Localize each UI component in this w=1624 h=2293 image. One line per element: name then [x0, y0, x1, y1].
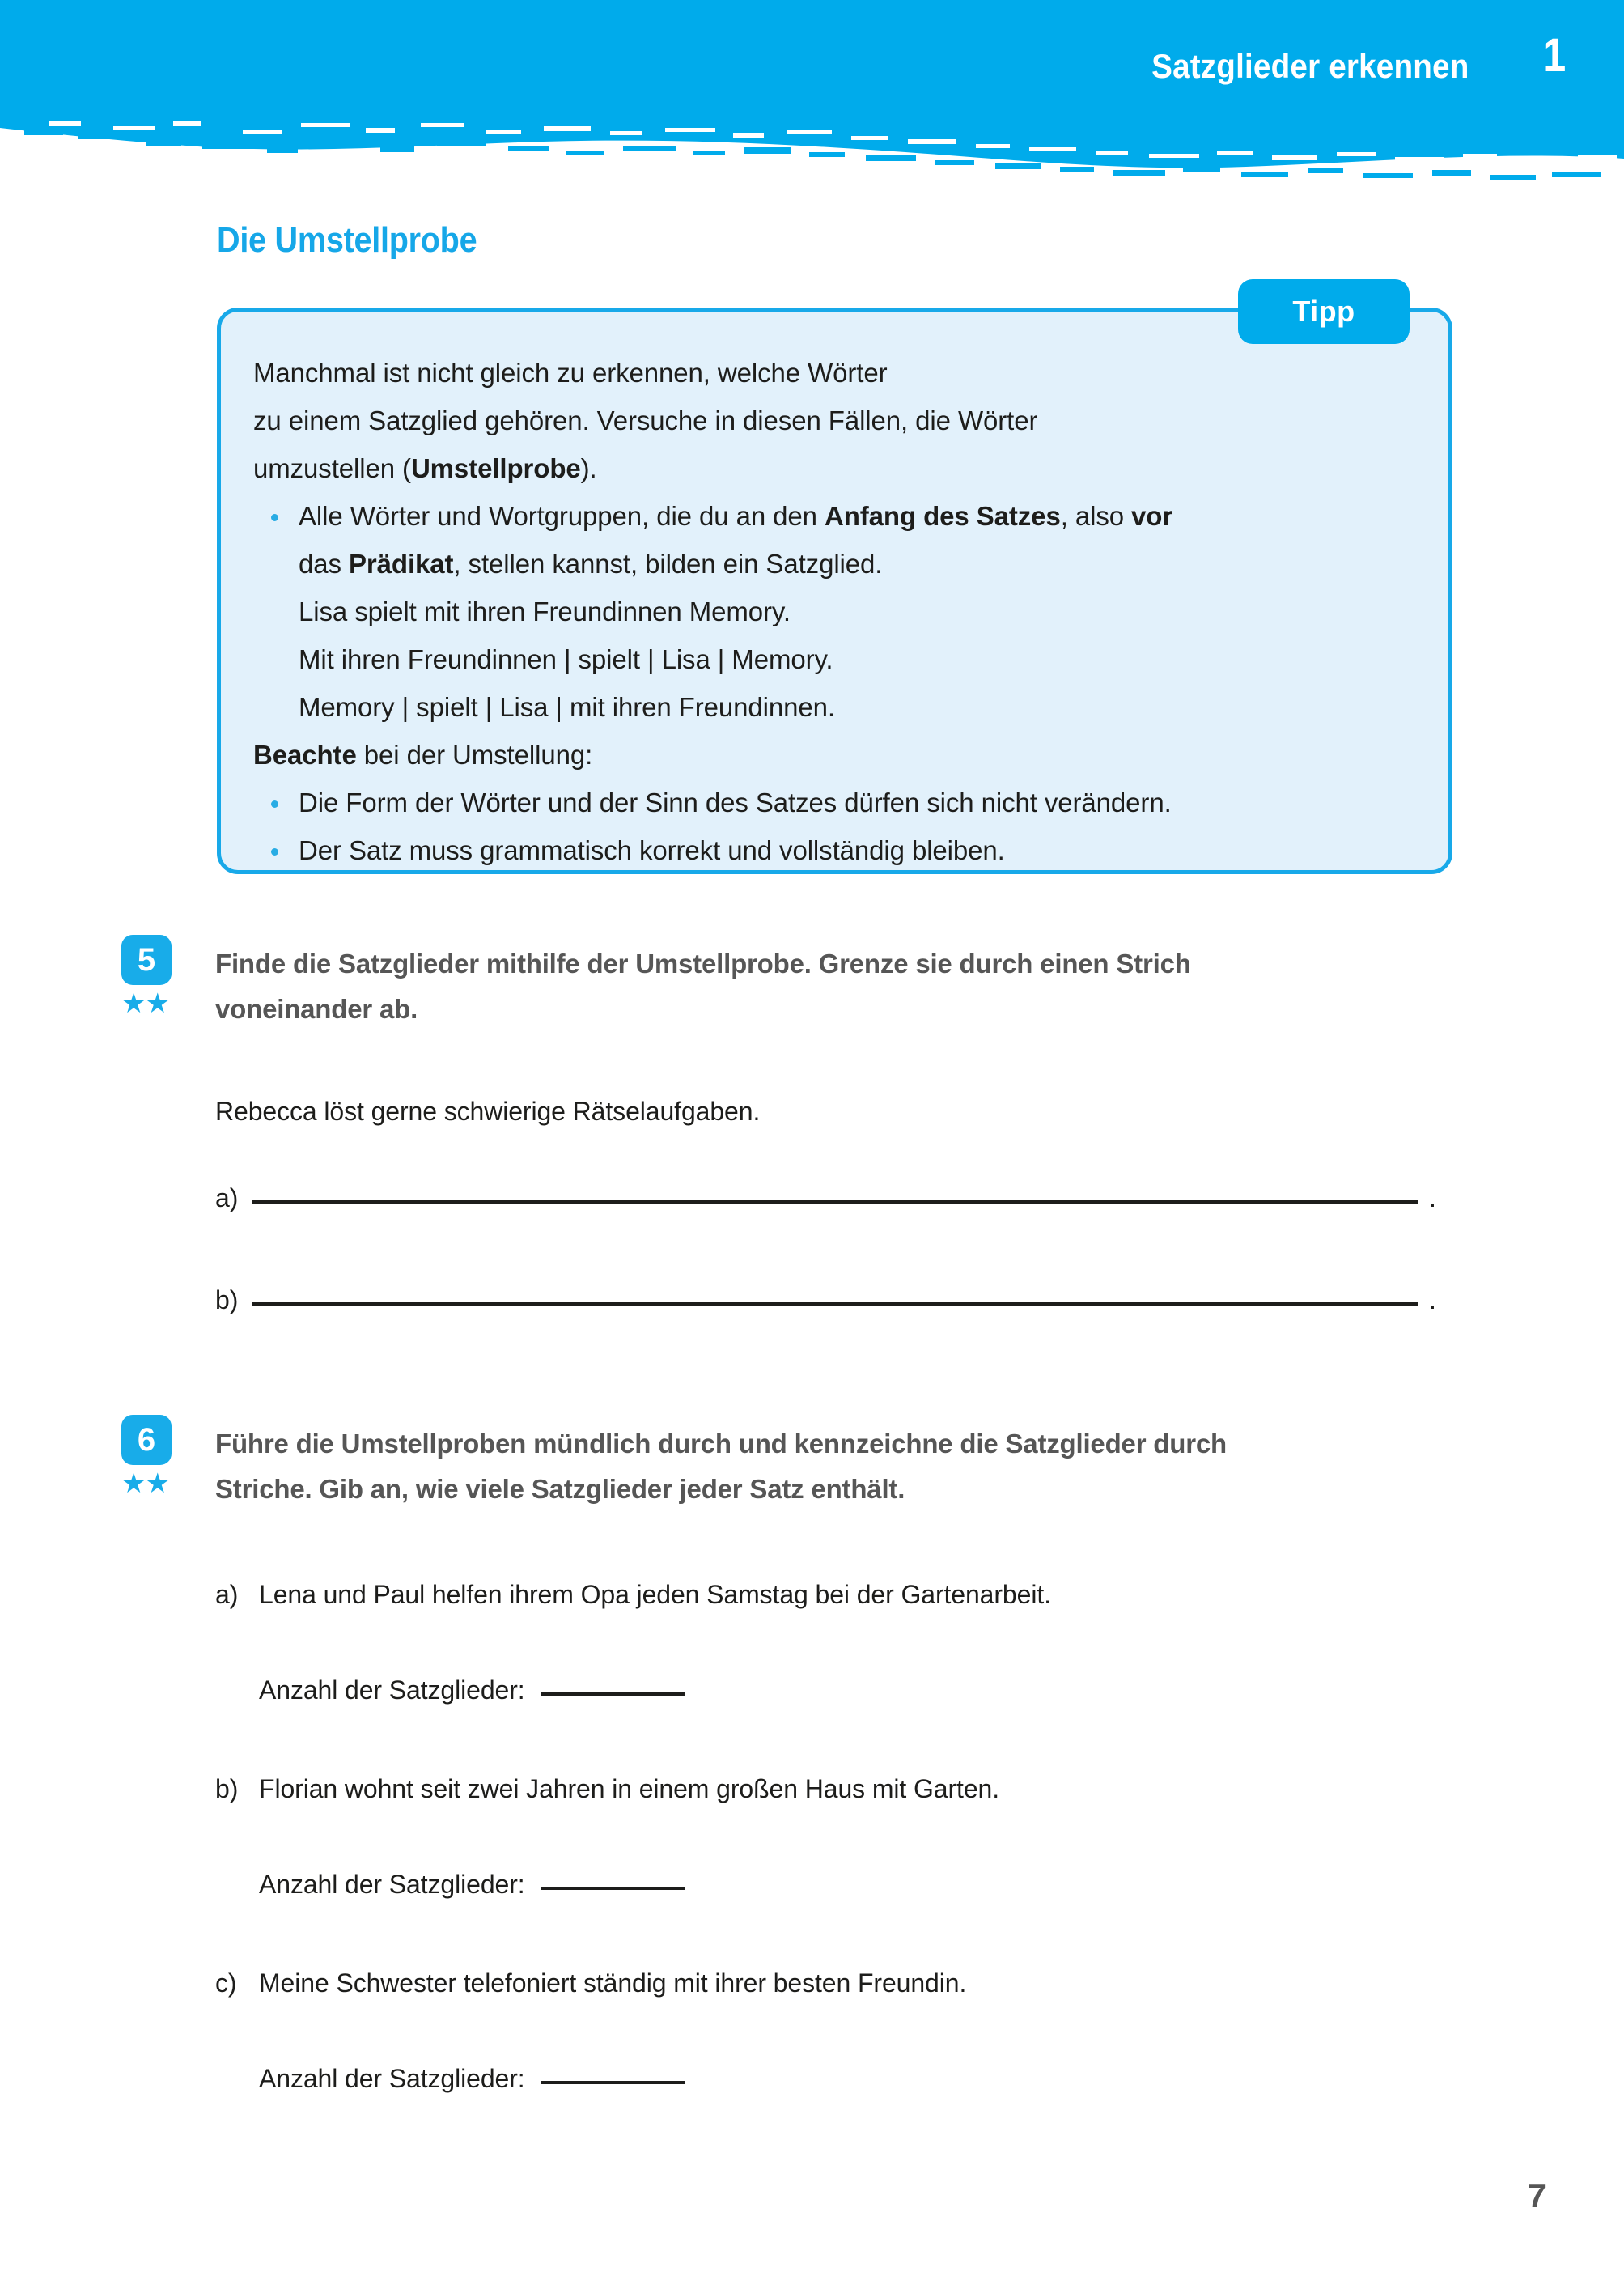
exercise-6-badge: [121, 1415, 180, 1497]
exercise-6-item-c-sentence: Meine Schwester telefoniert ständig mit ihrer besten Freundin.: [259, 1968, 967, 1998]
exercise-5-answer-period-b: .: [1429, 1285, 1436, 1314]
exercise-6-count-label-c: Anzahl der Satzglieder:: [259, 2064, 525, 2093]
tip-example-1: Lisa spielt mit ihren Freundinnen Memory.: [299, 597, 791, 626]
exercise-5-difficulty-stars: ★★: [121, 988, 169, 1019]
exercise-6-count-label-a: Anzahl der Satzglieder:: [259, 1675, 525, 1705]
header-title: Satzglieder erkennen: [1151, 47, 1469, 85]
exercise-6-item-a-sentence: Lena und Paul helfen ihrem Opa jeden Samstag bei der Gartenarbeit.: [259, 1580, 1051, 1609]
exercise-6-item-b: [215, 1774, 999, 1804]
exercise-5-answer-row-b: [215, 1285, 1436, 1315]
tip-bullet-1-mid: , also: [1060, 501, 1132, 531]
exercise-5-number: 5: [121, 935, 172, 985]
banner-brush-shape: [0, 0, 1624, 202]
exercise-5-answer-label-a: a): [215, 1183, 239, 1212]
chapter-number: 1: [1541, 29, 1566, 82]
exercise-6-count-input-c[interactable]: [541, 2073, 685, 2084]
exercise-6-instruction-line-2: Striche. Gib an, wie viele Satzglieder jeder Satz enthält.: [215, 1474, 905, 1504]
tip-bullet-3: Der Satz muss grammatisch korrekt und vollständig bleiben.: [253, 826, 1421, 874]
tip-term-anfang-des-satzes: Anfang des Satzes: [824, 501, 1061, 531]
header-banner: [0, 0, 1624, 202]
tip-beachte-rest: bei der Umstellung:: [356, 740, 593, 770]
exercise-5-instruction-line-2: voneinander ab.: [215, 994, 418, 1024]
tip-box: [217, 295, 1452, 874]
exercise-6-count-input-a[interactable]: [541, 1684, 685, 1696]
exercise-6-item-c: [215, 1968, 966, 1998]
tip-bullet-1-line2-pre: das: [299, 549, 349, 579]
exercise-5-instruction-line-1: Finde die Satzglieder mithilfe der Umstellprobe. Grenze sie durch einen Strich: [215, 949, 1191, 979]
exercise-6-difficulty-stars: ★★: [121, 1468, 169, 1499]
tip-bullet-1-line2-post: , stellen kannst, bilden ein Satzglied.: [453, 549, 883, 579]
tip-beachte-line: [253, 731, 1421, 779]
exercise-6-item-a: [215, 1580, 1051, 1610]
tip-line-1: Manchmal ist nicht gleich zu erkennen, welche Wörter: [253, 358, 888, 388]
exercise-6-instruction-line-1: Führe die Umstellproben mündlich durch und kennzeichne die Satzglieder durch: [215, 1429, 1227, 1459]
tip-term-praedikat: Prädikat: [348, 549, 454, 579]
exercise-5-sample-sentence: Rebecca löst gerne schwierige Rätselaufgaben.: [215, 1097, 761, 1126]
exercise-5-badge: [121, 935, 180, 1017]
tip-line-3: [253, 444, 1421, 492]
exercise-6-item-a-label: a): [215, 1580, 239, 1609]
exercise-6-item-b-sentence: Florian wohnt seit zwei Jahren in einem großen Haus mit Garten.: [259, 1774, 999, 1803]
exercise-6-count-row-b: [259, 1870, 685, 1900]
exercise-6-instruction: [215, 1421, 1227, 1512]
exercise-6-item-b-label: b): [215, 1774, 239, 1803]
tip-line-3-post: ).: [580, 453, 597, 483]
tip-term-umstellprobe: Umstellprobe: [410, 453, 581, 483]
tip-line-2: zu einem Satzglied gehören. Versuche in diesen Fällen, die Wörter: [253, 406, 1038, 435]
tip-content: [253, 349, 1421, 874]
exercise-5-answer-line-b[interactable]: [252, 1294, 1418, 1306]
exercise-5-answer-label-b: b): [215, 1285, 239, 1314]
tip-bullet-1-line2: [253, 540, 1421, 588]
exercise-6-count-input-b[interactable]: [541, 1879, 685, 1890]
tip-example-2: Mit ihren Freundinnen | spielt | Lisa | Memory.: [299, 644, 833, 674]
tip-line-3-pre: umzustellen (: [253, 453, 411, 483]
exercise-5-instruction: [215, 941, 1191, 1032]
tip-bullet-1-pre: Alle Wörter und Wortgruppen, die du an den: [299, 501, 825, 531]
tip-badge: Tipp: [1238, 279, 1410, 344]
exercise-5-answer-row-a: [215, 1183, 1436, 1213]
exercise-6-count-row-a: [259, 1675, 685, 1705]
tip-term-vor: vor: [1131, 501, 1173, 531]
page-number: 7: [1527, 2176, 1546, 2214]
exercise-6-number: 6: [121, 1415, 172, 1465]
exercise-6-count-label-b: Anzahl der Satzglieder:: [259, 1870, 525, 1899]
exercise-5-answer-line-a[interactable]: [252, 1192, 1418, 1204]
exercise-5-answer-period-a: .: [1429, 1183, 1436, 1212]
tip-term-beachte: Beachte: [253, 740, 357, 770]
tip-example-3: Memory | spielt | Lisa | mit ihren Freundinnen.: [299, 692, 835, 722]
page-title: Die Umstellprobe: [217, 220, 477, 260]
tip-bullet-2: Die Form der Wörter und der Sinn des Satzes dürfen sich nicht verändern.: [253, 779, 1421, 826]
exercise-6-count-row-c: [259, 2064, 685, 2094]
exercise-6-item-c-label: c): [215, 1968, 237, 1998]
tip-bullet-1: [253, 492, 1421, 540]
